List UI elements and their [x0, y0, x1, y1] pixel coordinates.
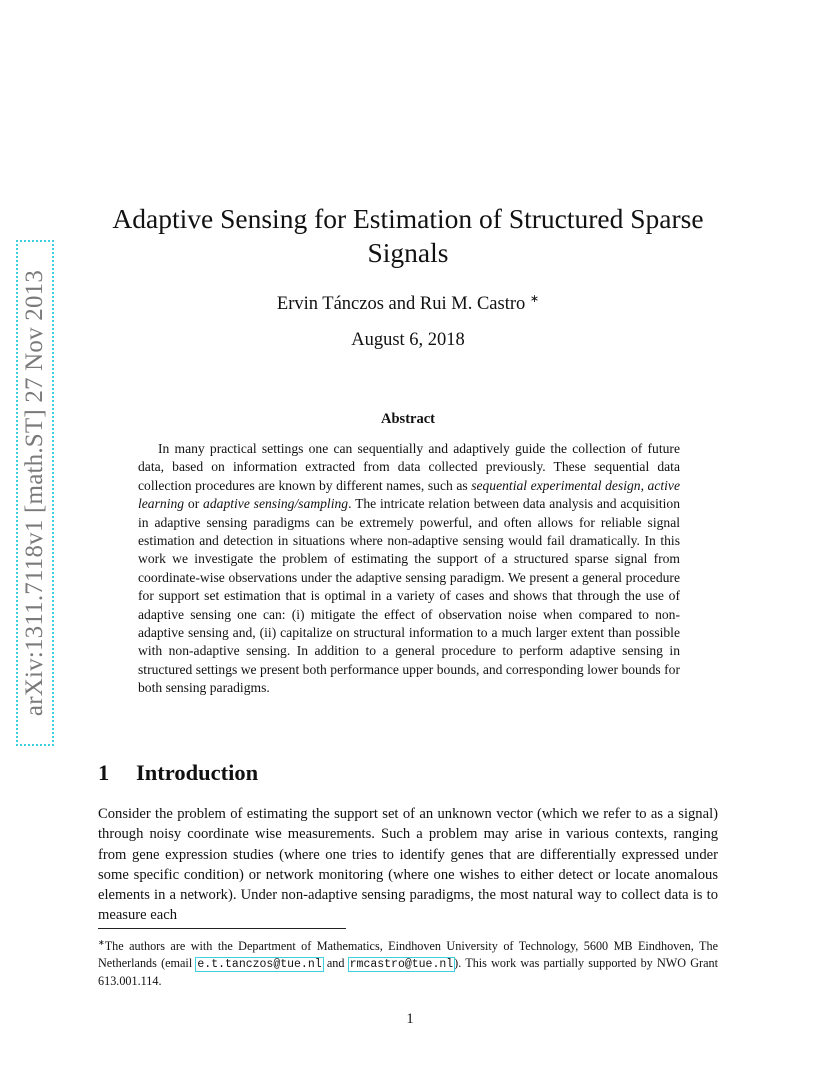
abstract-emphasis: active learning — [138, 477, 680, 512]
paper-title: Adaptive Sensing for Estimation of Structured Sparse Signals — [112, 203, 704, 268]
footnote: ∗The authors are with the Department of Mathematics, Eindhoven University of Technology, 5600 MB Eindhoven, The Netherlands (email e.t.tanczos@tue.nl and rmcastro@tue.nl). This work was partially supported by NWO Grant 613.001.114. — [98, 938, 718, 989]
section-number: 1 — [98, 760, 110, 785]
page-number: 1 — [406, 1011, 414, 1027]
author-line — [98, 292, 718, 315]
abstract-emphasis: adaptive sensing/sampling — [203, 496, 349, 512]
author-footnote-mark[interactable]: ∗ — [529, 293, 540, 305]
arxiv-stamp-link[interactable] — [16, 240, 54, 746]
footnote-mark: ∗ — [98, 938, 105, 947]
email-link[interactable]: rmcastro@tue.nl — [349, 958, 454, 972]
abstract-text: In many practical settings one can sequentially and adaptively guide the collection of future data, based on information extracted from data collected previously. These sequential data collection procedures are known by different names, such as sequential experimental design, active learning or adaptive sensing/sampling. The intricate relation between data analysis and acquisition in adaptive sensing paradigms can be extremely powerful, and often allows for reliable signal estimation and detection in situations where non-adaptive sensing would fail dramatically. In this work we investigate the problem of estimating the support of a structured sparse signal from coordinate-wise observations under the adaptive sensing paradigm. We present a general procedure for support set estimation that is optimal in a variety of cases and shows that through the use of adaptive sensing one can: (i) mitigate the effect of observation noise when compared to non-adaptive sensing and, (ii) capitalize on structural information to a much larger extent than possible with non-adaptive sensing. In addition to a general procedure to perform adaptive sensing in structured settings we present both performance upper bounds, and corresponding lower bounds for both sensing paradigms. — [138, 441, 680, 696]
authors: Ervin Tánczos and Rui M. Castro — [276, 294, 526, 315]
abstract-emphasis: sequential experimental design — [471, 477, 641, 493]
footnote-rule — [98, 928, 346, 929]
abstract-heading: Abstract — [381, 411, 435, 427]
email-link[interactable]: e.t.tanczos@tue.nl — [197, 958, 322, 972]
paper-date: August 6, 2018 — [351, 330, 465, 350]
intro-paragraph: Consider the problem of estimating the support set of an unknown vector (which we refer to as a signal) through noisy coordinate wise measurements. Such a problem may arise in various contexts, ranging from gene expression studies (where one tries to identify genes that are differentially expressed under some specific condition) or network monitoring (where one wishes to either detect or locate anomalous elements in a network). Under non-adaptive sensing paradigms, the most natural way to collect data is to measure each — [98, 806, 718, 924]
arxiv-identifier: arXiv:1311.7118v1 [math.ST] 27 Nov 2013 — [21, 269, 48, 717]
section-heading — [98, 760, 258, 786]
section-title: Introduction — [136, 760, 259, 785]
